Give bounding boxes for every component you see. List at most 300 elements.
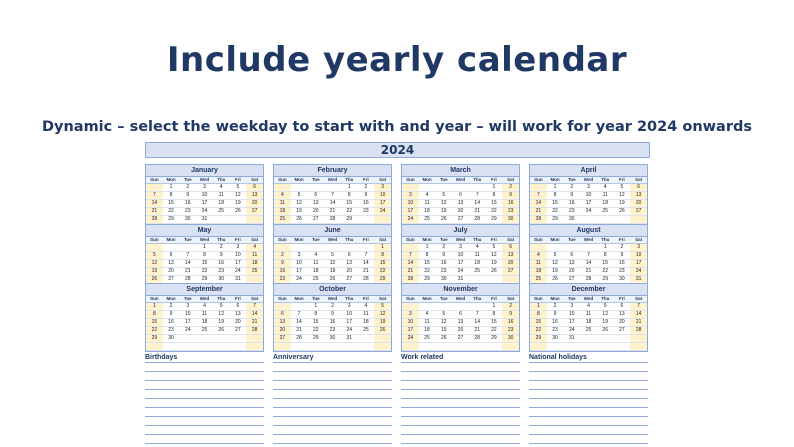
note-line[interactable] — [145, 363, 264, 372]
day-cell[interactable]: 24 — [291, 276, 308, 284]
day-cell[interactable]: 21 — [530, 208, 547, 216]
day-cell[interactable]: 29 — [374, 276, 391, 284]
day-cell[interactable]: 4 — [580, 303, 597, 311]
day-cell[interactable]: 9 — [324, 311, 341, 319]
day-cell[interactable]: 20 — [341, 268, 358, 276]
day-cell[interactable]: 23 — [502, 208, 519, 216]
day-cell[interactable]: 17 — [580, 200, 597, 208]
day-cell[interactable]: 14 — [580, 260, 597, 268]
day-cell[interactable]: 13 — [307, 200, 324, 208]
day-cell[interactable]: 6 — [274, 311, 291, 319]
note-line[interactable] — [273, 435, 392, 444]
day-cell[interactable]: 6 — [230, 303, 247, 311]
day-cell[interactable]: 24 — [179, 327, 196, 335]
day-cell[interactable]: 16 — [274, 268, 291, 276]
day-cell[interactable]: 26 — [614, 208, 631, 216]
day-cell[interactable]: 19 — [291, 208, 308, 216]
day-cell[interactable]: 24 — [563, 327, 580, 335]
day-cell[interactable]: 1 — [419, 244, 436, 252]
day-cell[interactable]: 13 — [274, 319, 291, 327]
day-cell[interactable]: 3 — [196, 184, 213, 192]
day-cell[interactable]: 25 — [530, 276, 547, 284]
day-cell[interactable]: 1 — [486, 184, 503, 192]
note-line[interactable] — [273, 372, 392, 381]
day-cell[interactable]: 18 — [358, 319, 375, 327]
day-cell[interactable]: 13 — [630, 192, 647, 200]
day-cell[interactable]: 26 — [435, 216, 452, 224]
note-line[interactable] — [145, 435, 264, 444]
day-cell[interactable]: 11 — [597, 192, 614, 200]
day-cell[interactable]: 23 — [435, 268, 452, 276]
day-cell[interactable]: 25 — [274, 216, 291, 224]
day-cell[interactable]: 4 — [358, 303, 375, 311]
day-cell[interactable]: 18 — [213, 200, 230, 208]
day-cell[interactable]: 30 — [563, 216, 580, 224]
day-cell[interactable]: 2 — [179, 184, 196, 192]
day-cell[interactable]: 25 — [246, 268, 263, 276]
day-cell[interactable]: 16 — [435, 260, 452, 268]
day-cell[interactable]: 12 — [547, 260, 564, 268]
day-cell[interactable]: 26 — [597, 327, 614, 335]
day-cell[interactable]: 2 — [274, 252, 291, 260]
day-cell[interactable]: 28 — [630, 327, 647, 335]
day-cell[interactable]: 17 — [341, 319, 358, 327]
day-cell[interactable]: 3 — [179, 303, 196, 311]
day-cell[interactable]: 20 — [307, 208, 324, 216]
day-cell[interactable]: 16 — [563, 200, 580, 208]
day-cell[interactable]: 8 — [597, 252, 614, 260]
day-cell[interactable]: 22 — [374, 268, 391, 276]
day-cell[interactable]: 7 — [580, 252, 597, 260]
day-cell[interactable]: 12 — [324, 260, 341, 268]
day-cell[interactable]: 14 — [630, 311, 647, 319]
day-cell[interactable]: 30 — [163, 335, 180, 343]
day-cell[interactable]: 17 — [196, 200, 213, 208]
day-cell[interactable]: 6 — [502, 244, 519, 252]
day-cell[interactable]: 31 — [563, 335, 580, 343]
day-cell[interactable]: 22 — [486, 327, 503, 335]
day-cell[interactable]: 16 — [163, 319, 180, 327]
day-cell[interactable]: 25 — [307, 276, 324, 284]
day-cell[interactable]: 20 — [230, 319, 247, 327]
day-cell[interactable]: 10 — [402, 200, 419, 208]
day-cell[interactable]: 25 — [358, 327, 375, 335]
day-cell[interactable]: 19 — [374, 319, 391, 327]
day-cell[interactable]: 21 — [358, 268, 375, 276]
day-cell[interactable]: 5 — [324, 252, 341, 260]
day-cell[interactable]: 7 — [358, 252, 375, 260]
day-cell[interactable]: 7 — [402, 252, 419, 260]
day-cell[interactable]: 11 — [196, 311, 213, 319]
note-line[interactable] — [401, 399, 520, 408]
day-cell[interactable]: 5 — [614, 184, 631, 192]
day-cell[interactable]: 13 — [230, 311, 247, 319]
day-cell[interactable]: 30 — [324, 335, 341, 343]
day-cell[interactable]: 13 — [563, 260, 580, 268]
day-cell[interactable]: 29 — [530, 335, 547, 343]
day-cell[interactable]: 28 — [402, 276, 419, 284]
day-cell[interactable]: 4 — [307, 252, 324, 260]
day-cell[interactable]: 23 — [179, 208, 196, 216]
day-cell[interactable]: 6 — [630, 184, 647, 192]
day-cell[interactable]: 23 — [358, 208, 375, 216]
note-line[interactable] — [529, 408, 648, 417]
day-cell[interactable]: 20 — [630, 200, 647, 208]
day-cell[interactable]: 18 — [530, 268, 547, 276]
day-cell[interactable]: 9 — [179, 192, 196, 200]
day-cell[interactable]: 16 — [179, 200, 196, 208]
day-cell[interactable]: 3 — [374, 184, 391, 192]
note-line[interactable] — [529, 372, 648, 381]
note-line[interactable] — [145, 399, 264, 408]
day-cell[interactable]: 19 — [230, 200, 247, 208]
note-line[interactable] — [529, 381, 648, 390]
day-cell[interactable]: 24 — [230, 268, 247, 276]
day-cell[interactable]: 10 — [452, 252, 469, 260]
day-cell[interactable]: 26 — [374, 327, 391, 335]
day-cell[interactable]: 15 — [486, 200, 503, 208]
day-cell[interactable]: 7 — [469, 311, 486, 319]
day-cell[interactable]: 7 — [630, 303, 647, 311]
day-cell[interactable]: 21 — [630, 319, 647, 327]
note-line[interactable] — [273, 399, 392, 408]
note-line[interactable] — [401, 435, 520, 444]
day-cell[interactable]: 3 — [230, 244, 247, 252]
day-cell[interactable]: 17 — [291, 268, 308, 276]
day-cell[interactable]: 1 — [547, 184, 564, 192]
day-cell[interactable]: 21 — [402, 268, 419, 276]
day-cell[interactable]: 1 — [163, 184, 180, 192]
day-cell[interactable]: 8 — [146, 311, 163, 319]
day-cell[interactable]: 14 — [246, 311, 263, 319]
day-cell[interactable]: 12 — [291, 200, 308, 208]
day-cell[interactable]: 30 — [435, 276, 452, 284]
day-cell[interactable]: 26 — [146, 276, 163, 284]
note-line[interactable] — [401, 426, 520, 435]
day-cell[interactable]: 7 — [291, 311, 308, 319]
day-cell[interactable]: 31 — [630, 276, 647, 284]
day-cell[interactable]: 15 — [547, 200, 564, 208]
day-cell[interactable]: 11 — [274, 200, 291, 208]
day-cell[interactable]: 1 — [486, 303, 503, 311]
day-cell[interactable]: 16 — [213, 260, 230, 268]
day-cell[interactable]: 10 — [291, 260, 308, 268]
day-cell[interactable]: 16 — [502, 200, 519, 208]
note-line[interactable] — [401, 408, 520, 417]
day-cell[interactable]: 6 — [341, 252, 358, 260]
day-cell[interactable]: 15 — [374, 260, 391, 268]
day-cell[interactable]: 27 — [452, 216, 469, 224]
day-cell[interactable]: 12 — [230, 192, 247, 200]
note-line[interactable] — [273, 426, 392, 435]
day-cell[interactable]: 31 — [196, 216, 213, 224]
day-cell[interactable]: 27 — [307, 216, 324, 224]
day-cell[interactable]: 6 — [246, 184, 263, 192]
day-cell[interactable]: 19 — [435, 208, 452, 216]
day-cell[interactable]: 27 — [246, 208, 263, 216]
day-cell[interactable]: 3 — [402, 311, 419, 319]
note-line[interactable] — [273, 363, 392, 372]
day-cell[interactable]: 11 — [213, 192, 230, 200]
day-cell[interactable]: 2 — [563, 184, 580, 192]
day-cell[interactable]: 23 — [547, 327, 564, 335]
day-cell[interactable]: 14 — [469, 319, 486, 327]
day-cell[interactable]: 4 — [246, 244, 263, 252]
day-cell[interactable]: 12 — [435, 319, 452, 327]
day-cell[interactable]: 28 — [179, 276, 196, 284]
day-cell[interactable]: 8 — [163, 192, 180, 200]
day-cell[interactable]: 7 — [146, 192, 163, 200]
day-cell[interactable]: 18 — [307, 268, 324, 276]
day-cell[interactable]: 28 — [580, 276, 597, 284]
day-cell[interactable]: 29 — [196, 276, 213, 284]
day-cell[interactable]: 4 — [196, 303, 213, 311]
day-cell[interactable]: 27 — [452, 335, 469, 343]
day-cell[interactable]: 19 — [435, 327, 452, 335]
day-cell[interactable]: 2 — [547, 303, 564, 311]
day-cell[interactable]: 5 — [230, 184, 247, 192]
day-cell[interactable]: 15 — [597, 260, 614, 268]
day-cell[interactable]: 23 — [614, 268, 631, 276]
day-cell[interactable]: 6 — [614, 303, 631, 311]
day-cell[interactable]: 26 — [291, 216, 308, 224]
day-cell[interactable]: 18 — [246, 260, 263, 268]
note-line[interactable] — [273, 417, 392, 426]
day-cell[interactable]: 24 — [402, 216, 419, 224]
day-cell[interactable]: 8 — [196, 252, 213, 260]
day-cell[interactable]: 19 — [614, 200, 631, 208]
day-cell[interactable]: 18 — [597, 200, 614, 208]
day-cell[interactable]: 14 — [469, 200, 486, 208]
day-cell[interactable]: 20 — [452, 208, 469, 216]
day-cell[interactable]: 30 — [213, 276, 230, 284]
day-cell[interactable]: 9 — [502, 311, 519, 319]
day-cell[interactable]: 14 — [291, 319, 308, 327]
day-cell[interactable]: 26 — [213, 327, 230, 335]
day-cell[interactable]: 20 — [502, 260, 519, 268]
day-cell[interactable]: 22 — [146, 327, 163, 335]
day-cell[interactable]: 29 — [486, 216, 503, 224]
day-cell[interactable]: 29 — [146, 335, 163, 343]
day-cell[interactable]: 20 — [274, 327, 291, 335]
note-line[interactable] — [145, 417, 264, 426]
day-cell[interactable]: 12 — [374, 311, 391, 319]
day-cell[interactable]: 24 — [341, 327, 358, 335]
day-cell[interactable]: 2 — [502, 184, 519, 192]
day-cell[interactable]: 22 — [530, 327, 547, 335]
day-cell[interactable]: 17 — [402, 327, 419, 335]
day-cell[interactable]: 7 — [530, 192, 547, 200]
note-line[interactable] — [401, 363, 520, 372]
day-cell[interactable]: 11 — [530, 260, 547, 268]
day-cell[interactable]: 28 — [358, 276, 375, 284]
day-cell[interactable]: 30 — [547, 335, 564, 343]
day-cell[interactable]: 9 — [502, 192, 519, 200]
day-cell[interactable]: 9 — [163, 311, 180, 319]
day-cell[interactable]: 25 — [419, 216, 436, 224]
day-cell[interactable]: 4 — [597, 184, 614, 192]
day-cell[interactable]: 29 — [419, 276, 436, 284]
day-cell[interactable]: 4 — [530, 252, 547, 260]
day-cell[interactable]: 6 — [307, 192, 324, 200]
day-cell[interactable]: 10 — [196, 192, 213, 200]
note-line[interactable] — [273, 381, 392, 390]
day-cell[interactable]: 18 — [469, 260, 486, 268]
day-cell[interactable]: 29 — [307, 335, 324, 343]
day-cell[interactable]: 14 — [324, 200, 341, 208]
day-cell[interactable]: 14 — [179, 260, 196, 268]
day-cell[interactable]: 27 — [163, 276, 180, 284]
day-cell[interactable]: 1 — [196, 244, 213, 252]
day-cell[interactable]: 26 — [547, 276, 564, 284]
day-cell[interactable]: 4 — [419, 311, 436, 319]
day-cell[interactable]: 24 — [630, 268, 647, 276]
day-cell[interactable]: 20 — [246, 200, 263, 208]
day-cell[interactable]: 9 — [563, 192, 580, 200]
day-cell[interactable]: 3 — [341, 303, 358, 311]
day-cell[interactable]: 28 — [146, 216, 163, 224]
day-cell[interactable]: 19 — [486, 260, 503, 268]
day-cell[interactable]: 29 — [486, 335, 503, 343]
day-cell[interactable]: 26 — [230, 208, 247, 216]
day-cell[interactable]: 21 — [179, 268, 196, 276]
day-cell[interactable]: 8 — [341, 192, 358, 200]
day-cell[interactable]: 25 — [469, 268, 486, 276]
day-cell[interactable]: 8 — [374, 252, 391, 260]
day-cell[interactable]: 27 — [502, 268, 519, 276]
day-cell[interactable]: 4 — [469, 244, 486, 252]
day-cell[interactable]: 20 — [563, 268, 580, 276]
day-cell[interactable]: 28 — [291, 335, 308, 343]
day-cell[interactable]: 18 — [274, 208, 291, 216]
day-cell[interactable]: 28 — [246, 327, 263, 335]
note-line[interactable] — [145, 426, 264, 435]
day-cell[interactable]: 2 — [435, 244, 452, 252]
day-cell[interactable]: 5 — [213, 303, 230, 311]
day-cell[interactable]: 30 — [502, 335, 519, 343]
day-cell[interactable]: 22 — [196, 268, 213, 276]
day-cell[interactable]: 21 — [246, 319, 263, 327]
day-cell[interactable]: 2 — [324, 303, 341, 311]
day-cell[interactable]: 15 — [196, 260, 213, 268]
day-cell[interactable]: 15 — [307, 319, 324, 327]
day-cell[interactable]: 16 — [547, 319, 564, 327]
note-line[interactable] — [529, 435, 648, 444]
day-cell[interactable]: 21 — [291, 327, 308, 335]
day-cell[interactable]: 27 — [630, 208, 647, 216]
day-cell[interactable]: 11 — [307, 260, 324, 268]
day-cell[interactable]: 23 — [563, 208, 580, 216]
day-cell[interactable]: 9 — [614, 252, 631, 260]
day-cell[interactable]: 1 — [374, 244, 391, 252]
day-cell[interactable]: 9 — [274, 260, 291, 268]
day-cell[interactable]: 4 — [213, 184, 230, 192]
day-cell[interactable]: 8 — [419, 252, 436, 260]
day-cell[interactable]: 24 — [580, 208, 597, 216]
day-cell[interactable]: 21 — [324, 208, 341, 216]
day-cell[interactable]: 16 — [358, 200, 375, 208]
day-cell[interactable]: 12 — [486, 252, 503, 260]
day-cell[interactable]: 29 — [163, 216, 180, 224]
day-cell[interactable]: 27 — [274, 335, 291, 343]
day-cell[interactable]: 18 — [580, 319, 597, 327]
day-cell[interactable]: 22 — [419, 268, 436, 276]
day-cell[interactable]: 16 — [502, 319, 519, 327]
day-cell[interactable]: 11 — [419, 200, 436, 208]
day-cell[interactable]: 15 — [486, 319, 503, 327]
day-cell[interactable]: 10 — [230, 252, 247, 260]
day-cell[interactable]: 3 — [452, 244, 469, 252]
day-cell[interactable]: 10 — [580, 192, 597, 200]
day-cell[interactable]: 8 — [530, 311, 547, 319]
day-cell[interactable]: 2 — [502, 303, 519, 311]
day-cell[interactable]: 3 — [402, 192, 419, 200]
day-cell[interactable]: 3 — [563, 303, 580, 311]
day-cell[interactable]: 10 — [630, 252, 647, 260]
day-cell[interactable]: 23 — [213, 268, 230, 276]
day-cell[interactable]: 14 — [358, 260, 375, 268]
day-cell[interactable]: 11 — [419, 319, 436, 327]
day-cell[interactable]: 28 — [469, 216, 486, 224]
note-line[interactable] — [145, 372, 264, 381]
day-cell[interactable]: 17 — [452, 260, 469, 268]
day-cell[interactable]: 19 — [547, 268, 564, 276]
day-cell[interactable]: 17 — [374, 200, 391, 208]
day-cell[interactable]: 1 — [146, 303, 163, 311]
day-cell[interactable]: 19 — [146, 268, 163, 276]
year-header[interactable]: 2024 — [145, 142, 650, 158]
day-cell[interactable]: 10 — [402, 319, 419, 327]
day-cell[interactable]: 17 — [179, 319, 196, 327]
day-cell[interactable]: 5 — [547, 252, 564, 260]
day-cell[interactable]: 14 — [402, 260, 419, 268]
day-cell[interactable]: 2 — [213, 244, 230, 252]
day-cell[interactable]: 16 — [324, 319, 341, 327]
day-cell[interactable]: 3 — [580, 184, 597, 192]
day-cell[interactable]: 13 — [163, 260, 180, 268]
day-cell[interactable]: 11 — [246, 252, 263, 260]
day-cell[interactable]: 9 — [358, 192, 375, 200]
day-cell[interactable]: 31 — [452, 276, 469, 284]
note-line[interactable] — [529, 363, 648, 372]
note-line[interactable] — [145, 381, 264, 390]
note-line[interactable] — [529, 390, 648, 399]
day-cell[interactable]: 11 — [358, 311, 375, 319]
day-cell[interactable]: 8 — [486, 192, 503, 200]
day-cell[interactable]: 22 — [163, 208, 180, 216]
note-line[interactable] — [273, 390, 392, 399]
day-cell[interactable]: 13 — [614, 311, 631, 319]
day-cell[interactable]: 13 — [452, 200, 469, 208]
day-cell[interactable]: 10 — [563, 311, 580, 319]
day-cell[interactable]: 24 — [196, 208, 213, 216]
day-cell[interactable]: 3 — [291, 252, 308, 260]
day-cell[interactable]: 12 — [597, 311, 614, 319]
day-cell[interactable]: 23 — [274, 276, 291, 284]
day-cell[interactable]: 25 — [213, 208, 230, 216]
day-cell[interactable]: 27 — [563, 276, 580, 284]
day-cell[interactable]: 27 — [341, 276, 358, 284]
day-cell[interactable]: 27 — [230, 327, 247, 335]
day-cell[interactable]: 7 — [179, 252, 196, 260]
day-cell[interactable]: 18 — [419, 327, 436, 335]
day-cell[interactable]: 31 — [230, 276, 247, 284]
day-cell[interactable]: 28 — [530, 216, 547, 224]
day-cell[interactable]: 2 — [163, 303, 180, 311]
day-cell[interactable]: 23 — [502, 327, 519, 335]
day-cell[interactable]: 22 — [486, 208, 503, 216]
day-cell[interactable]: 5 — [374, 303, 391, 311]
